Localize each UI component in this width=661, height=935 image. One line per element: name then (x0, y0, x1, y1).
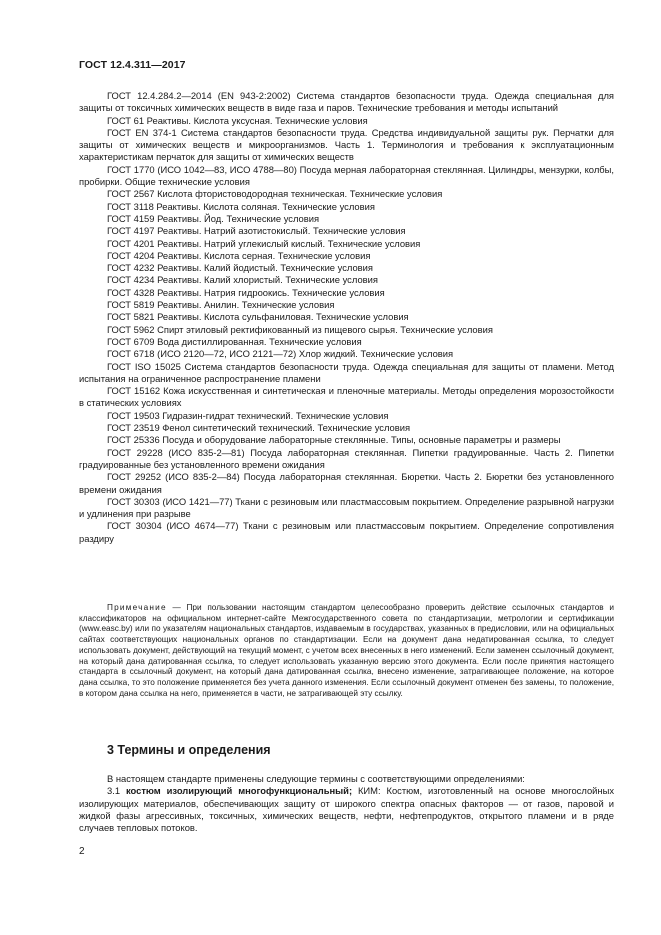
reference-item: ГОСТ 4201 Реактивы. Натрий углекислый кислый. Технические условия (107, 237, 421, 249)
reference-item: ГОСТ 1770 (ИСО 1042—83, ИСО 4788—80) Посуда мерная лабораторная стеклянная. Цилиндры, мензурки, колбы, пробирки. Общие технические условия (79, 163, 614, 188)
reference-item: ГОСТ EN 374-1 Система стандартов безопасности труда. Средства индивидуальной защиты рук. Перчатки для защиты от химических веществ и микроорганизмов. Часть 1. Терминология и требования к эксплуатационным характеристикам перчаток для защиты от химических веществ (79, 126, 614, 163)
reference-item: ГОСТ ISO 15025 Система стандартов безопасности труда. Одежда специальная для защиты от пламени. Метод испытания на ограниченное распространение пламени (79, 360, 614, 384)
note-label: Примечание (107, 603, 167, 612)
reference-item: ГОСТ 4232 Реактивы. Калий йодистый. Технические условия (107, 262, 373, 274)
reference-item: ГОСТ 4204 Реактивы. Кислота серная. Технические условия (107, 249, 371, 261)
reference-item: ГОСТ 61 Реактивы. Кислота уксусная. Технические условия (107, 114, 368, 126)
note-text: При пользовании настоящим стандартом целесообразно проверить действие ссылочных стандартов и классификаторов на официальном интернет-сайте Межгосударственного совета по стандартизации, метрологии и сертификации (www.easc.by) или по указателям национальных стандартов, издаваемым в государствах, указанных в предисловии, или на официальных сайтах соответствующих национальных органов по стандартизации. Если на документ дана недатированная ссылка, то следует использовать документ, действующий на текущий момент, с учетом всех внесенных в него изменений. Если заменен ссылочный документ, на который дана датированная ссылка, то следует использовать указанную версию этого документа. Если после принятия настоящего стандарта в ссылочный документ, на который дана датированная ссылка, внесено изменение, затрагивающее положение, на которое дана ссылка, то это положение применяется без учета данного изменения. Если ссылочный документ отменен без замены, то положение, в котором дана ссылка на него, применяется в части, не затрагивающей эту ссылку. (79, 603, 614, 698)
reference-item: ГОСТ 4197 Реактивы. Натрий азотистокислый. Технические условия (107, 225, 406, 237)
reference-item: ГОСТ 29228 (ИСО 835-2—81) Посуда лабораторная стеклянная. Пипетки градуированные. Часть 2. Пипетки градуированные без установленного времени ожидания (79, 446, 614, 470)
reference-item: ГОСТ 5821 Реактивы. Кислота сульфаниловая. Технические условия (107, 311, 409, 323)
reference-item: ГОСТ 4159 Реактивы. Йод. Технические условия (107, 212, 320, 224)
reference-item: ГОСТ 25336 Посуда и оборудование лабораторные стеклянные. Типы, основные параметры и размеры (107, 434, 561, 446)
term-definition-paragraph (79, 785, 614, 834)
reference-item: ГОСТ 5962 Спирт этиловый ректификованный из пищевого сырья. Технические условия (107, 323, 493, 335)
section-title: 3 Термины и определения (107, 743, 271, 757)
reference-item: ГОСТ 2567 Кислота фтористоводородная техническая. Технические условия (107, 188, 443, 200)
reference-item: ГОСТ 3118 Реактивы. Кислота соляная. Технические условия (107, 200, 375, 212)
reference-item: ГОСТ 4328 Реактивы. Натрия гидроокись. Технические условия (107, 286, 385, 298)
reference-item: ГОСТ 12.4.284.2—2014 (EN 943-2:2002) Система стандартов безопасности труда. Одежда специальная для защиты от токсичных химических веществ в виде газа и паров. Технические требования и методы испытаний (79, 90, 614, 114)
note-block (79, 603, 614, 699)
normative-references-list (79, 90, 614, 545)
page-number: 2 (79, 846, 85, 857)
term-definition: КИМ: Костюм, изготовленный на основе многослойных изолирующих материалов, обеспечивающих защиту от широкого спектра опасных факторов — от газов, паровой и жидкой фазы агрессивных, токсичных, химических веществ, нефти, нефтепродуктов, открытого пламени и в ряде случаев тепловых потоков. (79, 785, 615, 834)
term-name: костюм изолирующий многофункциональный; (125, 785, 353, 797)
section-intro: В настоящем стандарте применены следующие термины с соответствующими определениями: (107, 773, 525, 784)
reference-item: ГОСТ 5819 Реактивы. Анилин. Технические условия (107, 299, 335, 311)
reference-item: ГОСТ 23519 Фенол синтетический технический. Технические условия (107, 422, 411, 434)
reference-item: ГОСТ 6718 (ИСО 2120—72, ИСО 2121—72) Хлор жидкий. Технические условия (107, 348, 454, 360)
reference-item: ГОСТ 15162 Кожа искусственная и синтетическая и пленочные материалы. Методы определения морозостойкости в статических условиях (79, 385, 614, 409)
reference-item: ГОСТ 30304 (ИСО 4674—77) Ткани с резиновым или пластмассовым покрытием. Определение сопротивления раздиру (79, 520, 614, 544)
reference-item: ГОСТ 4234 Реактивы. Калий хлористый. Технические условия (107, 274, 378, 286)
reference-item: ГОСТ 29252 (ИСО 835-2—84) Посуда лабораторная стеклянная. Бюретки. Часть 2. Бюретки без установленного времени ожидания (79, 471, 614, 495)
terms-section-body (79, 773, 614, 834)
reference-item: ГОСТ 30303 (ИСО 1421—77) Ткани с резиновым или пластмассовым покрытием. Определение разрывной нагрузки и удлинения при разрыве (79, 495, 614, 520)
reference-item: ГОСТ 6709 Вода дистиллированная. Технические условия (107, 335, 362, 347)
document-header: ГОСТ 12.4.311—2017 (79, 59, 186, 71)
reference-item: ГОСТ 19503 Гидразин-гидрат технический. Технические условия (107, 409, 389, 421)
note-dash: — (166, 603, 187, 612)
note-paragraph (79, 603, 614, 699)
term-number: 3.1 (107, 785, 126, 797)
